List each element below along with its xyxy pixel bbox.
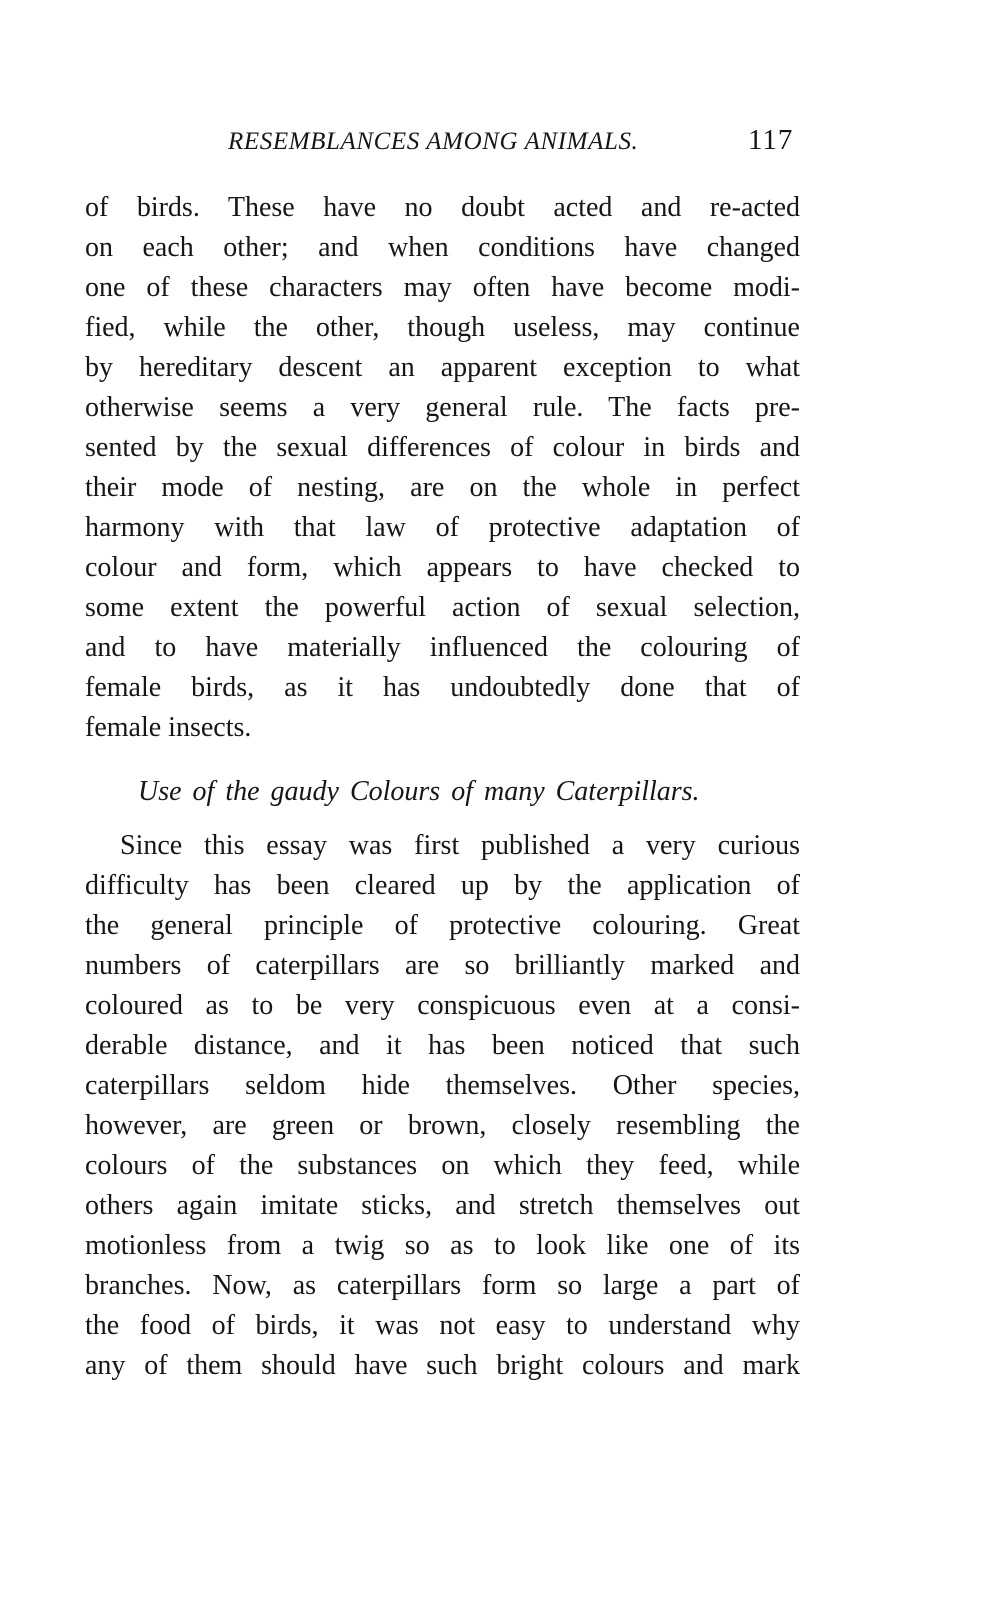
- paragraph-2: [85, 826, 800, 1386]
- text-line: colour and form, which appears to have checked to: [85, 552, 800, 583]
- text-line: colours of the substances on which they feed, while: [85, 1150, 800, 1181]
- text-line: the food of birds, it was not easy to understand why: [85, 1310, 800, 1341]
- text-line: one of these characters may often have become modi-: [85, 272, 800, 303]
- text-line: others again imitate sticks, and stretch themselves out: [85, 1190, 800, 1221]
- text-line: motionless from a twig so as to look like one of its: [85, 1230, 800, 1261]
- text-line: the general principle of protective colouring. Great: [85, 910, 800, 941]
- text-line: any of them should have such bright colours and mark: [85, 1350, 800, 1381]
- text-line: coloured as to be very conspicuous even at a consi-: [85, 990, 800, 1021]
- text-line: sented by the sexual differences of colour in birds and: [85, 432, 800, 463]
- text-line: derable distance, and it has been noticed that such: [85, 1030, 800, 1061]
- text-line: and to have materially influenced the colouring of: [85, 632, 800, 663]
- section-heading: Use of the gaudy Colours of many Caterpillars.: [138, 776, 700, 807]
- text-line: however, are green or brown, closely resembling the: [85, 1110, 800, 1141]
- text-line: Since this essay was first published a very curious: [120, 830, 800, 861]
- text-line: their mode of nesting, are on the whole in perfect: [85, 472, 800, 503]
- text-line: on each other; and when conditions have changed: [85, 232, 800, 263]
- text-line: fied, while the other, though useless, may continue: [85, 312, 800, 343]
- text-line: difficulty has been cleared up by the application of: [85, 870, 800, 901]
- text-line: harmony with that law of protective adaptation of: [85, 512, 800, 543]
- running-title: RESEMBLANCES AMONG ANIMALS.: [228, 128, 639, 155]
- text-line: female insects.: [85, 712, 252, 743]
- text-line: caterpillars seldom hide themselves. Other species,: [85, 1070, 800, 1101]
- page-number: 117: [748, 124, 794, 156]
- text-line: some extent the powerful action of sexual selection,: [85, 592, 800, 623]
- text-line: of birds. These have no doubt acted and re-acted: [85, 192, 800, 223]
- text-line: numbers of caterpillars are so brilliantly marked and: [85, 950, 800, 981]
- text-line: by hereditary descent an apparent exception to what: [85, 352, 800, 383]
- paragraph-1: [85, 188, 800, 748]
- text-line: otherwise seems a very general rule. The facts pre-: [85, 392, 800, 423]
- text-line: female birds, as it has undoubtedly done that of: [85, 672, 800, 703]
- text-line: branches. Now, as caterpillars form so large a part of: [85, 1270, 800, 1301]
